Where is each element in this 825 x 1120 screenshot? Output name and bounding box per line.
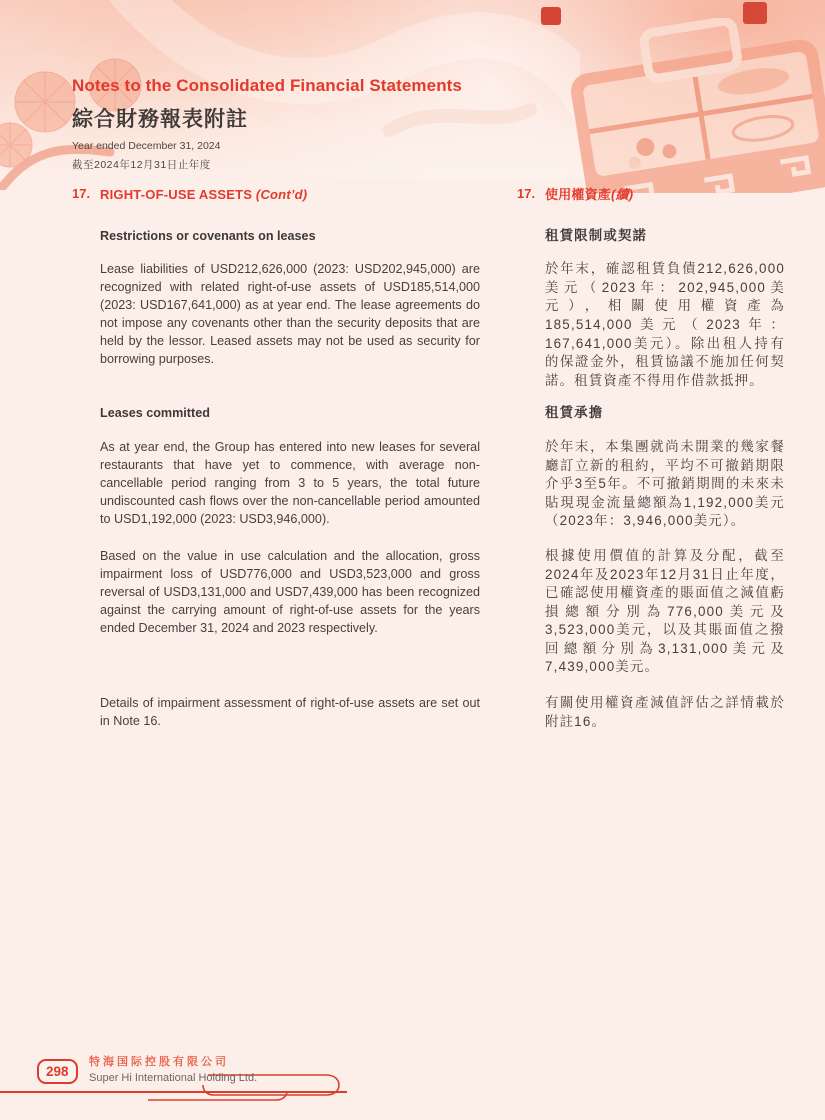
hotpot-box-illustration-icon [535,18,825,193]
section-number-zh: 17. [517,186,536,201]
red-seal-decoration-icon [540,6,562,26]
section-heading-en: RIGHT-OF-USE ASSETS [100,187,256,202]
paragraph-row-impairment [72,547,785,677]
company-name-zh: 特海国际控股有限公司 [89,1056,229,1068]
paragraph-impairment-en: Based on the value in use calculation and the allocation, gross impairment loss of USD776,000 and USD3,523,000 and gross reversal of USD3,131,000 and USD7,439,000 has been recognized against the carrying amount of right-of-use assets for the years ended December 31, 2024 and 2023 respectively. [100,548,480,635]
period-zh: 截至2024年12月31日止年度 [72,159,211,171]
paragraph-lease-liabilities-en: Lease liabilities of USD212,626,000 (2023: USD202,945,000) are recognized with related right-of-use assets of USD185,514,000 (2023: USD167,641,000) as at year end. The lease agreements do not impose any covenants other than the security deposits that are held by the lessor. Leased assets may not be used as security for borrowing purposes. [100,262,480,367]
paragraph-lease-liabilities-zh: 於年末，確認租賃負債212,626,000美元（2023年：202,945,000美元），相關使用權資產為185,514,000美元（2023年：167,641,000美元）。除出租人持有的保證金外，租賃協議不施加任何契諾。租賃資產不得用作借款抵押。 [545,261,785,388]
page-footer [0,1045,825,1120]
page-title-zh: 綜合財務報表附註 [72,108,248,131]
section-heading-zh: 使用權資產 [545,187,612,202]
section-number-en: 17. [72,186,91,201]
section-heading-row [72,186,785,205]
subheading-restrictions-en: Restrictions or covenants on leases [100,228,316,243]
red-seal-decoration-icon [742,2,768,24]
paragraph-note16-zh: 有關使用權資產減值評估之詳情載於附註16。 [545,695,785,729]
paragraph-new-leases-en: As at year end, the Group has entered into new leases for several restaurants that have yet to commence, with average non-cancellable period ranging from 3 to 5 years, the total future undiscounted cash flows over the non-cancellable period amounted to USD1,192,000 (2023: USD3,946,000). [100,439,480,526]
company-block [89,1053,257,1084]
paragraph-note16-en: Details of impairment assessment of right-of-use assets are set out in Note 16. [100,696,480,729]
subheading-restrictions-zh: 租賃限制或契諾 [545,227,648,243]
subheading-leases-committed-en: Leases committed [100,406,210,421]
note-17-section [72,186,785,731]
header-banner [0,0,825,178]
period-en: Year ended December 31, 2024 [72,140,221,152]
paragraph-row-note16-reference [72,694,785,731]
page-number-badge: 298 [37,1059,78,1084]
section-heading-zh-contd: (續) [611,187,634,202]
paragraph-row-lease-liabilities [72,260,785,390]
page-title-en: Notes to the Consolidated Financial Statements [72,76,462,95]
section-heading-en-contd: (Cont’d) [255,187,308,202]
subheading-row-leases-committed [72,404,785,423]
subheading-row-restrictions [72,227,785,246]
paragraph-new-leases-zh: 於年末，本集團就尚未開業的幾家餐廳訂立新的租約，平均不可撤銷期限介乎3至5年。不可撤銷期間的未來未貼現現金流量總額為1,192,000美元（2023年：3,946,000美元）。 [545,438,785,529]
paragraph-row-new-leases [72,438,785,531]
company-name-en: Super Hi International Holding Ltd. [89,1072,258,1084]
paragraph-impairment-zh: 根據使用價值的計算及分配，截至2024年及2023年12月31日止年度，已確認使用權資產的賬面值之減值虧損總額分別為776,000美元及3,523,000美元，以及其賬面值之撥回總額分別為3,131,000美元及7,439,000美元。 [545,547,785,675]
subheading-leases-committed-zh: 租賃承擔 [545,405,604,421]
